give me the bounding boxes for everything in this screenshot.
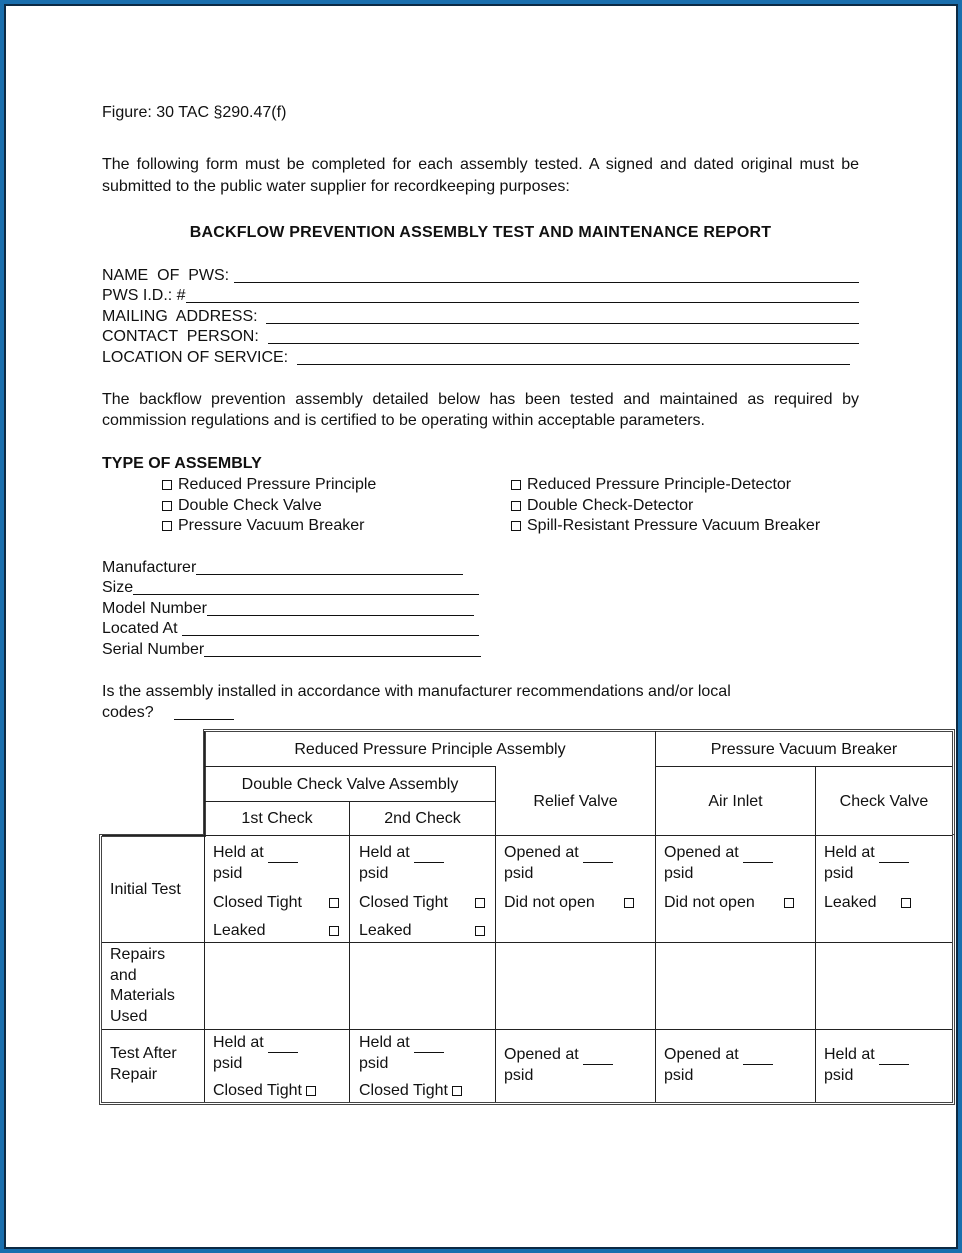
leaked-checkbox[interactable] <box>475 926 485 936</box>
initial-1st-check-cell: Held at psid Closed Tight Leaked <box>213 842 339 941</box>
after-1st-check-cell: Held at psid Closed Tight <box>213 1032 316 1101</box>
field-mailing-address <box>102 305 859 326</box>
checkbox-icon[interactable] <box>511 501 521 511</box>
header-rpp-assembly: Reduced Pressure Principle Assembly <box>294 740 566 758</box>
mailing-address-input[interactable] <box>266 308 859 324</box>
repairs-check-valve-input[interactable] <box>816 943 952 1029</box>
option-double-check-valve[interactable]: Double Check Valve <box>162 496 376 517</box>
leaked-checkbox[interactable] <box>901 898 911 908</box>
field-label: MAILING ADDRESS: <box>102 307 267 325</box>
checkbox-icon[interactable] <box>162 480 172 490</box>
field-contact-person <box>102 326 859 347</box>
header-air-inlet: Air Inlet <box>708 792 763 810</box>
held-psid-input[interactable] <box>268 1038 298 1053</box>
field-label: Size <box>102 579 134 596</box>
initial-relief-valve-cell: Opened at psid Did not open <box>504 842 634 913</box>
install-question-line2: codes? <box>102 704 154 721</box>
held-psid-input[interactable] <box>414 1038 444 1053</box>
option-pressure-vacuum-breaker[interactable]: Pressure Vacuum Breaker <box>162 516 376 537</box>
option-spill-resistant-pvb[interactable]: Spill-Resistant Pressure Vacuum Breaker <box>511 516 820 537</box>
row-label-repairs: Repairs and Materials Used <box>110 946 175 1025</box>
opened-psid-input[interactable] <box>743 1050 773 1065</box>
leaked-checkbox[interactable] <box>329 926 339 936</box>
install-question-line1: Is the assembly installed in accordance with manufacturer recommendations and/or local <box>102 683 731 700</box>
repairs-2nd-check-input[interactable] <box>350 943 495 1029</box>
held-psid-input[interactable] <box>414 848 444 863</box>
option-reduced-pressure-principle[interactable]: Reduced Pressure Principle <box>162 475 376 496</box>
field-model-number <box>102 597 481 618</box>
opened-psid-input[interactable] <box>583 1050 613 1065</box>
field-located-at <box>102 618 481 639</box>
after-check-valve-cell: Held at psid <box>824 1044 909 1086</box>
row-label-initial-test: Initial Test <box>110 880 181 898</box>
header-dcva: Double Check Valve Assembly <box>241 775 459 793</box>
after-2nd-check-cell: Held at psid Closed Tight <box>359 1032 462 1101</box>
header-relief-valve: Relief Valve <box>533 792 618 810</box>
repairs-air-inlet-input[interactable] <box>656 943 815 1029</box>
located-at-input[interactable] <box>182 620 479 636</box>
after-relief-valve-cell: Opened at psid <box>504 1044 613 1086</box>
header-check-valve: Check Valve <box>839 792 929 810</box>
intro-paragraph: The following form must be completed for each assembly tested. A signed and dated original must be submitted to the public water supplier for recordkeeping purposes: <box>102 156 859 195</box>
opened-psid-input[interactable] <box>743 848 773 863</box>
size-input[interactable] <box>133 579 479 595</box>
field-pws-id <box>102 285 859 306</box>
manufacturer-input[interactable] <box>196 559 463 575</box>
closed-tight-checkbox[interactable] <box>306 1086 316 1096</box>
field-size <box>102 577 481 598</box>
field-label: Serial Number <box>102 640 205 658</box>
contact-person-input[interactable] <box>268 328 859 344</box>
field-label: Manufacturer <box>102 558 197 576</box>
option-rpp-detector[interactable]: Reduced Pressure Principle-Detector <box>511 475 820 496</box>
serial-number-input[interactable] <box>204 641 481 657</box>
did-not-open-checkbox[interactable] <box>624 898 634 908</box>
type-of-assembly-heading: TYPE OF ASSEMBLY <box>102 455 262 472</box>
pws-id-input[interactable] <box>186 287 859 303</box>
field-label: CONTACT PERSON: <box>102 328 268 345</box>
name-of-pws-input[interactable] <box>234 267 859 283</box>
closed-tight-checkbox[interactable] <box>452 1086 462 1096</box>
did-not-open-checkbox[interactable] <box>784 898 794 908</box>
assembly-options-left <box>162 475 376 537</box>
option-double-check-detector[interactable]: Double Check-Detector <box>511 496 820 517</box>
field-name-of-pws <box>102 264 859 285</box>
repairs-1st-check-input[interactable] <box>205 943 349 1029</box>
checkbox-icon[interactable] <box>511 480 521 490</box>
repairs-relief-valve-input[interactable] <box>496 943 655 1029</box>
initial-air-inlet-cell: Opened at psid Did not open <box>664 842 794 913</box>
field-label: LOCATION OF SERVICE: <box>102 348 297 366</box>
header-2nd-check: 2nd Check <box>384 810 461 827</box>
pws-fields <box>102 264 859 367</box>
field-label: PWS I.D.: # <box>102 287 186 304</box>
header-pvb: Pressure Vacuum Breaker <box>710 740 898 758</box>
field-manufacturer <box>102 556 481 577</box>
field-label: Model Number <box>102 599 207 617</box>
field-serial-number <box>102 638 481 659</box>
held-psid-input[interactable] <box>879 848 909 863</box>
divider <box>102 1029 952 1030</box>
field-label: Located At <box>102 620 183 637</box>
checkbox-icon[interactable] <box>162 501 172 511</box>
location-of-service-input[interactable] <box>297 349 850 365</box>
initial-check-valve-cell: Held at psid Leaked <box>824 842 911 913</box>
divider <box>102 835 952 836</box>
held-psid-input[interactable] <box>879 1050 909 1065</box>
row-label-test-after-repair: Test After Repair <box>110 1045 177 1083</box>
opened-psid-input[interactable] <box>583 848 613 863</box>
device-fields <box>102 556 481 659</box>
checkbox-icon[interactable] <box>162 521 172 531</box>
figure-reference: Figure: 30 TAC §290.47(f) <box>102 104 287 121</box>
assembly-options-right <box>511 475 820 537</box>
model-number-input[interactable] <box>207 600 474 616</box>
certification-paragraph: The backflow prevention assembly detailed below has been tested and maintained as required by commission regulations and is certified to be operating within acceptable parameters. <box>102 391 859 429</box>
report-title: BACKFLOW PREVENTION ASSEMBLY TEST AND MAINTENANCE REPORT <box>189 224 772 241</box>
checkbox-icon[interactable] <box>511 521 521 531</box>
initial-2nd-check-cell: Held at psid Closed Tight Leaked <box>359 842 485 941</box>
closed-tight-checkbox[interactable] <box>475 898 485 908</box>
install-answer-input[interactable] <box>174 704 234 720</box>
after-air-inlet-cell: Opened at psid <box>664 1044 773 1086</box>
closed-tight-checkbox[interactable] <box>329 898 339 908</box>
field-location-of-service <box>102 346 859 367</box>
held-psid-input[interactable] <box>268 848 298 863</box>
field-label: NAME OF PWS: <box>102 266 234 284</box>
header-1st-check: 1st Check <box>241 810 313 827</box>
